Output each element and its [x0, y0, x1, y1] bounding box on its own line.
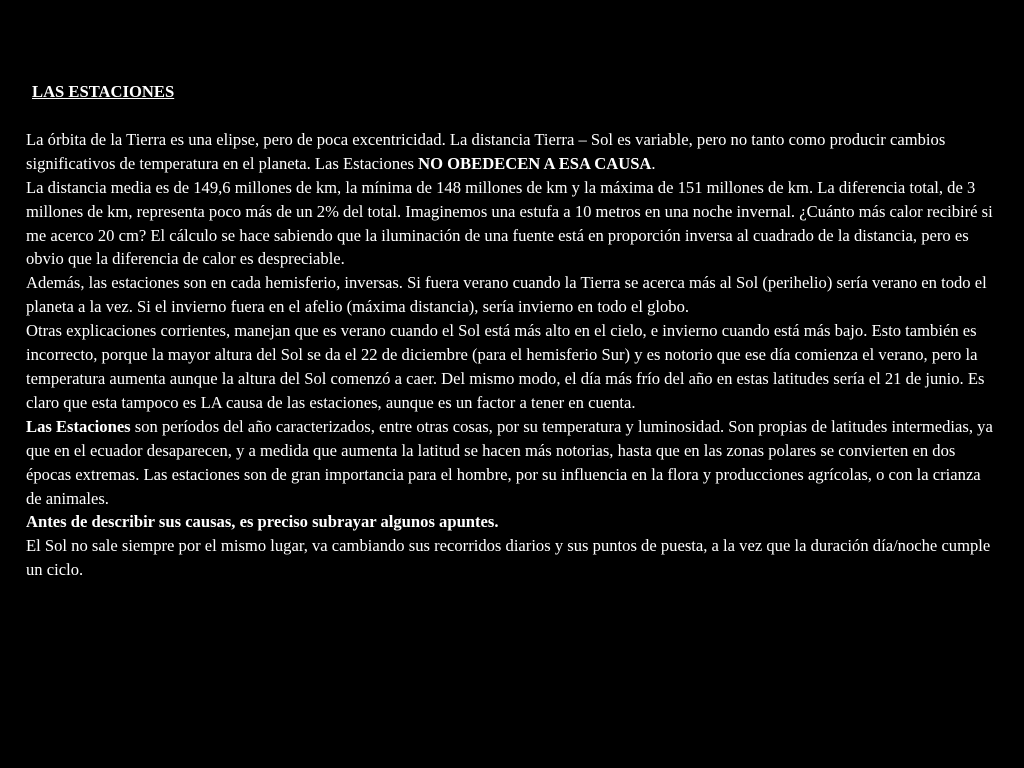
paragraph-sun-path: El Sol no sale siempre por el mismo lugar, va cambiando sus recorridos diarios y sus puntos de puesta, a la vez que la duración día/noche cumple un ciclo.	[26, 536, 991, 580]
page-title: LAS ESTACIONES	[32, 82, 175, 101]
paragraph-orbit-text: La órbita de la Tierra es una elipse, pero de poca excentricidad. La distancia Tierra – Sol es variable, pero no tanto como producir cambios significativos de temperatura en el planeta. Las Estaciones	[26, 129, 946, 173]
paragraph-orbit	[26, 128, 998, 176]
paragraph-definition-emphasis: Las Estaciones	[26, 416, 131, 436]
paragraph-distance: La distancia media es de 149,6 millones de km, la mínima de 148 millones de km y la máxima de 151 millones de km. La diferencia total, de 3 millones de km, representa poco más de un 2% del total. Imaginemos una estufa a 10 metros en una noche invernal. ¿Cuánto más calor recibiré si me acerco 20 cm? El cálculo se hace sabiendo que la iluminación de una fuente está en proporción inversa al cuadrado de la distancia, pero es obvio que la diferencia de calor es despreciable.	[26, 177, 993, 269]
paragraph-definition	[26, 415, 998, 511]
paragraph-hemispheres: Además, las estaciones son en cada hemisferio, inversas. Si fuera verano cuando la Tierra se acerca más al Sol (perihelio) sería verano en todo el planeta a la vez. Si el invierno fuera en el afelio (máxima distancia), sería invierno en todo el globo.	[26, 273, 987, 317]
paragraph-orbit-emphasis: NO OBEDECEN A ESA CAUSA	[418, 153, 652, 173]
paragraph-sun-height: Otras explicaciones corrientes, manejan que es verano cuando el Sol está más alto en el cielo, e invierno cuando está más bajo. Esto también es incorrecto, porque la mayor altura del Sol se da el 22 de diciembre (para el hemisferio Sur) y es notorio que ese día comienza el verano, pero la temperatura aumenta aunque la altura del Sol comenzó a caer. Del mismo modo, el día más frío del año en estas latitudes sería el 21 de junio. Es claro que esta tampoco es LA causa de las estaciones, aunque es un factor a tener en cuenta.	[26, 321, 985, 412]
paragraph-notes-heading-text: Antes de describir sus causas, es preciso subrayar algunos apuntes.	[26, 512, 499, 532]
slide-content	[26, 80, 998, 582]
paragraph-notes-heading	[26, 510, 998, 534]
paragraph-orbit-tail: .	[651, 153, 656, 173]
paragraph-definition-text: son períodos del año caracterizados, entre otras cosas, por su temperatura y luminosidad. Son propias de latitudes intermedias, ya que en el ecuador desaparecen, y a medida que aumenta la latitud se hacen más notorias, hasta que en las zonas polares se convierten en dos épocas extremas. Las estaciones son de gran importancia para el hombre, por su influencia en la flora y producciones agrícolas, o con la crianza de animales.	[26, 416, 993, 508]
